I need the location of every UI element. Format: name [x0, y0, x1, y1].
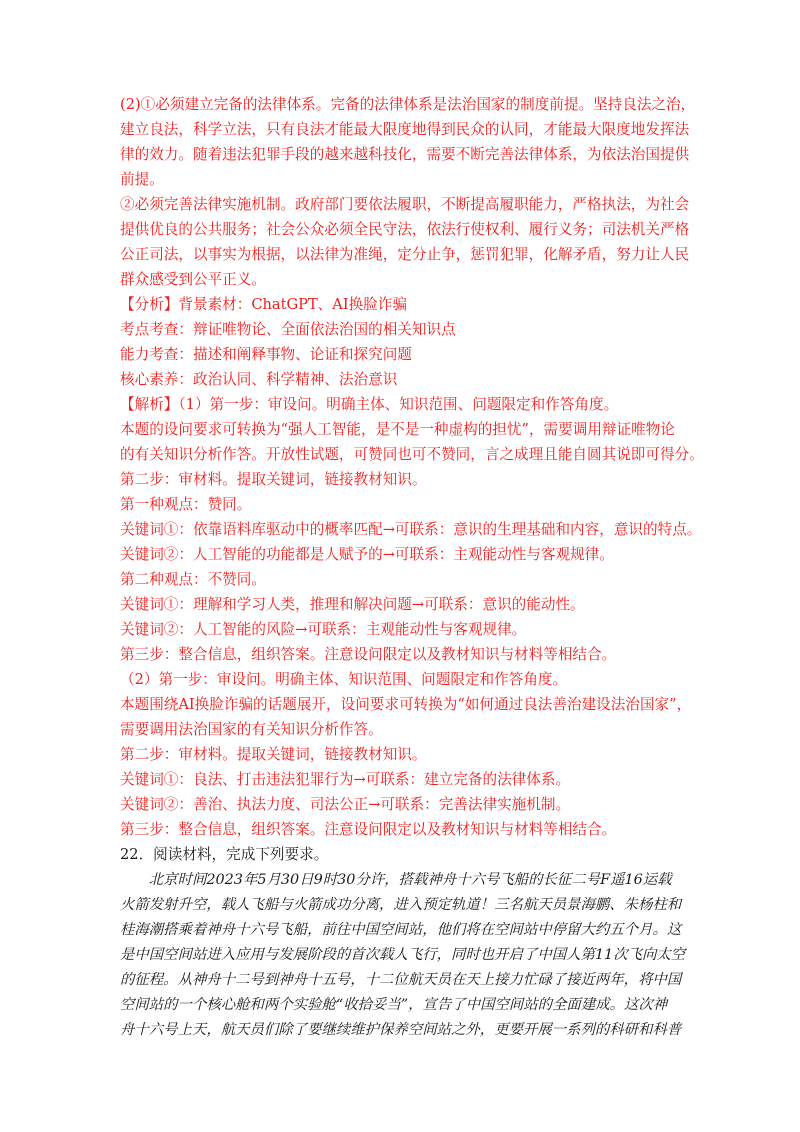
explanation-line: 关键词①：良法、打击违法犯罪行为→可联系：建立完备的法律体系。 — [120, 771, 571, 788]
explanation-line: 第一种观点：赞同。 — [120, 496, 252, 513]
explanation-line: 本题的设问要求可转换为“强人工智能，是不是一种虚构的担忧”，需要调用辩证唯物论 — [120, 421, 675, 438]
analysis-line: 考点考查：辩证唯物论、全面依法治国的相关知识点 — [120, 321, 456, 338]
answer-line: 提供优良的公共服务；社会公众必须全民守法，依法行使权利、履行义务；司法机关严格 — [120, 221, 690, 238]
explanation-line: 需要调用法治国家的有关知识分析作答。 — [120, 721, 383, 738]
question-heading: 22．阅读材料，完成下列要求。 — [120, 846, 329, 863]
explanation-line: （2）第一步：审设问。明确主体、知识范围、问题限定和作答角度。 — [120, 671, 568, 688]
analysis-line: 核心素养：政治认同、科学精神、法治意识 — [120, 371, 398, 388]
explanation-line: 的有关知识分析作答。开放性试题，可赞同也可不赞同，言之成理且能自圆其说即可得分。 — [120, 446, 704, 463]
answer-line: 律的效力。随着违法犯罪手段的越来越科技化，需要不断完善法律体系，为依法治国提供 — [120, 146, 690, 163]
answer-line: (2)①必须建立完备的法律体系。完备的法律体系是法治国家的制度前提。坚持良法之治， — [120, 96, 696, 113]
explanation-line: 第二步：审材料。提取关键词，链接教材知识。 — [120, 471, 427, 488]
explanation-line: 本题围绕AI换脸诈骗的话题展开，设问要求可转换为“如何通过良法善治建设法治国家”， — [120, 696, 692, 713]
material-line: 的征程。从神舟十二号到神舟十五号，十二位航天员在天上接力忙碌了接近两年，将中国 — [120, 972, 682, 988]
material-line: 是中国空间站进入应用与发展阶段的首次载人飞行，同时也开启了中国人第11次飞向太空 — [120, 947, 686, 963]
answer-line: 群众感受到公平正义。 — [120, 271, 266, 288]
explanation-line: 关键词②：善治、执法力度、司法公正→可联系：完善法律实施机制。 — [120, 796, 571, 813]
explanation-heading: 【解析】（1）第一步：审设问。明确主体、知识范围、问题限定和作答角度。 — [120, 396, 619, 413]
explanation-line: 关键词①：依靠语料库驱动中的概率匹配→可联系：意识的生理基础和内容，意识的特点。 — [120, 521, 702, 538]
material-line: 空间站的一个核心舱和两个实验舱“收拾妥当”，宣告了中国空间站的全面建成。这次神 — [120, 997, 668, 1013]
answer-line: 前提。 — [120, 171, 164, 188]
explanation-line: 关键词②：人工智能的风险→可联系：主观能动性与客观规律。 — [120, 621, 527, 638]
material-line: 舟十六号上天，航天员们除了要继续维护保养空间站之外，更要开展一系列的科研和科普 — [120, 1022, 682, 1038]
explanation-line: 第二种观点：不赞同。 — [120, 571, 266, 588]
answer-line: 建立良法，科学立法，只有良法才能最大限度地得到民众的认同，才能最大限度地发挥法 — [120, 121, 690, 138]
analysis-line: 能力考查：描述和阐释事物、论证和探究问题 — [120, 346, 412, 363]
answer-line: ②必须完善法律实施机制。政府部门要依法履职，不断提高履职能力，严格执法，为社会 — [120, 196, 690, 213]
answer-line: 公正司法，以事实为根据，以法律为准绳，定分止争，惩罚犯罪，化解矛盾，努力让人民 — [120, 246, 690, 263]
material-line: 桂海潮搭乘着神舟十六号飞船，前往中国空间站，他们将在空间站中停留大约五个月。这 — [120, 922, 682, 938]
explanation-line: 第三步：整合信息，组织答案。注意设问限定以及教材知识与材料等相结合。 — [120, 821, 617, 838]
explanation-line: 第三步：整合信息，组织答案。注意设问限定以及教材知识与材料等相结合。 — [120, 646, 617, 663]
explanation-line: 关键词①：理解和学习人类，推理和解决问题→可联系：意识的能动性。 — [120, 596, 585, 613]
analysis-heading: 【分析】背景素材：ChatGPT、AI换脸诈骗 — [120, 296, 407, 313]
material-line: 北京时间2023年5月30日9时30分许，搭载神舟十六号飞船的长征二号F遥16运载 — [120, 872, 672, 888]
explanation-line: 关键词②：人工智能的功能都是人赋予的→可联系：主观能动性与客观规律。 — [120, 546, 614, 563]
material-line: 火箭发射升空，载人飞船与火箭成功分离，进入预定轨道！三名航天员景海鹏、朱杨柱和 — [120, 897, 682, 913]
explanation-line: 第二步：审材料。提取关键词，链接教材知识。 — [120, 746, 427, 763]
